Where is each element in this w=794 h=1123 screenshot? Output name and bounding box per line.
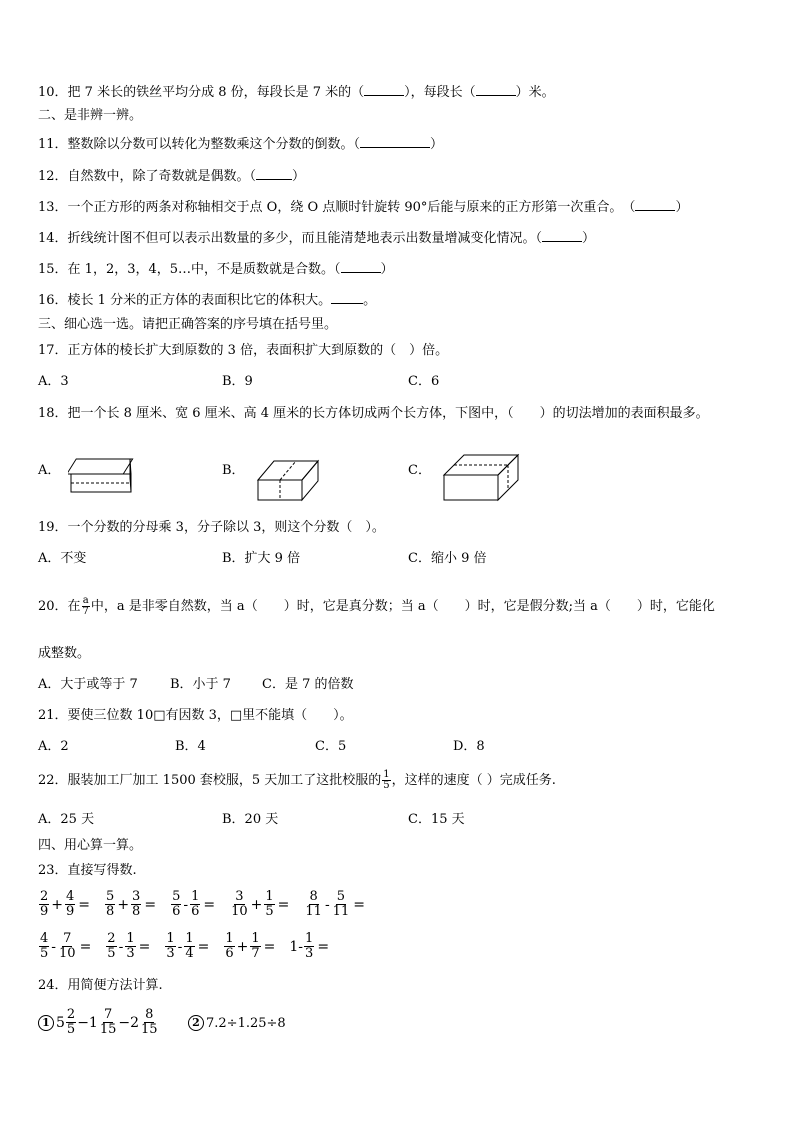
question-11: 11．整数除以分数可以转化为整数乘这个分数的倒数。（ ） (38, 137, 444, 152)
question-20: 20．在 $\frac{a}{7}$ 中，a 是非零自然数，当 a（ ）时，它是真分数；当 a（ ）时，它是假分数;当 a（ ）时，它能化 (38, 595, 715, 617)
question-10: 10．把 7 米长的铁丝平均分成 8 份，每段长是 7 米的（ ），每段长（ ）米。 (38, 85, 555, 100)
option-b[interactable]: B．9 (222, 374, 253, 389)
option-b[interactable]: B．小于 7 (170, 677, 231, 692)
answer-blank[interactable] (331, 291, 363, 304)
option-a[interactable]: A．大于或等于 7 (38, 677, 138, 692)
section-heading-3: 三、细心选一选。请把正确答案的序号填在括号里。 (38, 317, 338, 332)
option-b[interactable]: B． (222, 463, 245, 478)
question-12: 12．自然数中，除了奇数就是偶数。（ ） (38, 169, 306, 184)
question-23-title: 23．直接写得数. (38, 863, 137, 878)
section-heading-4: 四、用心算一算。 (38, 838, 143, 853)
calc-row-1: $\frac{2}{9}$ + $\frac{4}{9}$ = $\frac{5}{8}$ + $\frac{3}{8}$ = $\frac{5}{6}$ - $\frac{1}{6}$ = $\frac{3}{10}$ + $\frac{1}{5}$ = $\frac{8}{11}$ - $\frac{5}{11}$ = (40, 889, 365, 919)
circled-number-1: 1 (38, 1015, 54, 1031)
option-c[interactable]: C．15 天 (408, 812, 465, 827)
option-b[interactable]: B．4 (175, 739, 206, 754)
option-b[interactable]: B．扩大 9 倍 (222, 551, 301, 566)
question-13: 13．一个正方形的两条对称轴相交于点 O，绕 O 点顺时针旋转 90°后能与原来的正方形第一次重合。 （ ） (38, 200, 689, 215)
question-16: 16．棱长 1 分米的正方体的表面积比它的体积大。 。 (38, 293, 377, 308)
question-19: 19．一个分数的分母乘 3，分子除以 3，则这个分数（ ）。 (38, 520, 385, 535)
section-heading-2: 二、是非辨一辨。 (38, 108, 143, 123)
calc-row-2: $\frac{4}{5}$ - $\frac{7}{10}$ = $\frac{2}{5}$ - $\frac{1}{3}$ = $\frac{1}{3}$ - $\frac{1}{4}$ = $\frac{1}{6}$ + $\frac{1}{7}$ = 1- $\frac{1}{3}$ = (40, 931, 330, 961)
answer-blank[interactable] (256, 167, 292, 180)
question-14: 14．折线统计图不但可以表示出数量的多少，而且能清楚地表示出数量增减变化情况。（ ） (38, 231, 596, 246)
answer-blank[interactable] (360, 135, 430, 148)
question-20-continued: 成整数。 (38, 646, 91, 661)
fraction: $\frac{a}{7}$ (82, 595, 89, 617)
option-a[interactable]: A．不变 (38, 551, 87, 566)
answer-blank[interactable] (341, 260, 381, 273)
question-24-title: 24．用简便方法计算. (38, 978, 163, 993)
question-15: 15．在 1，2，3，4，5…中，不是质数就是合数。（ ） (38, 262, 394, 277)
answer-blank[interactable] (542, 229, 582, 242)
cuboid-figure-c (442, 453, 520, 503)
question-21: 21．要使三位数 10□有因数 3，□里不能填（ ）。 (38, 708, 353, 723)
calc-problem-2: 2 7.2÷1.25÷8 (188, 1015, 286, 1031)
option-a[interactable]: A．3 (38, 374, 69, 389)
option-c[interactable]: C．缩小 9 倍 (408, 551, 487, 566)
answer-blank[interactable] (635, 198, 675, 211)
cuboid-figure-a (68, 456, 134, 496)
question-18: 18．把一个长 8 厘米、宽 6 厘米、高 4 厘米的长方体切成两个长方体，下图中，（ ）的切法增加的表面积最多。 (38, 406, 709, 421)
answer-blank[interactable] (476, 83, 516, 96)
option-c[interactable]: C． (408, 463, 431, 478)
answer-blank[interactable] (364, 83, 404, 96)
calc-problem-1: 1 5 $\frac{2}{5}$ −1 $\frac{7}{15}$ −2 $\frac{8}{15}$ (38, 1008, 160, 1037)
option-d[interactable]: D．8 (453, 739, 485, 754)
option-a[interactable]: A． (38, 463, 61, 478)
question-17: 17．正方体的棱长扩大到原数的 3 倍，表面积扩大到原数的（ ）倍。 (38, 343, 449, 358)
option-a[interactable]: A．2 (38, 739, 69, 754)
circled-number-2: 2 (188, 1015, 204, 1031)
option-c[interactable]: C．是 7 的倍数 (262, 677, 354, 692)
question-22: 22．服装加工厂加工 1500 套校服，5 天加工了这批校服的 $\frac{1}{5}$ ，这样的速度（ ）完成任务. (38, 769, 556, 791)
option-c[interactable]: C．5 (315, 739, 347, 754)
option-c[interactable]: C．6 (408, 374, 440, 389)
fraction: $\frac{1}{5}$ (383, 769, 390, 791)
option-b[interactable]: B．20 天 (222, 812, 279, 827)
option-a[interactable]: A．25 天 (38, 812, 95, 827)
cuboid-figure-b (256, 458, 322, 502)
